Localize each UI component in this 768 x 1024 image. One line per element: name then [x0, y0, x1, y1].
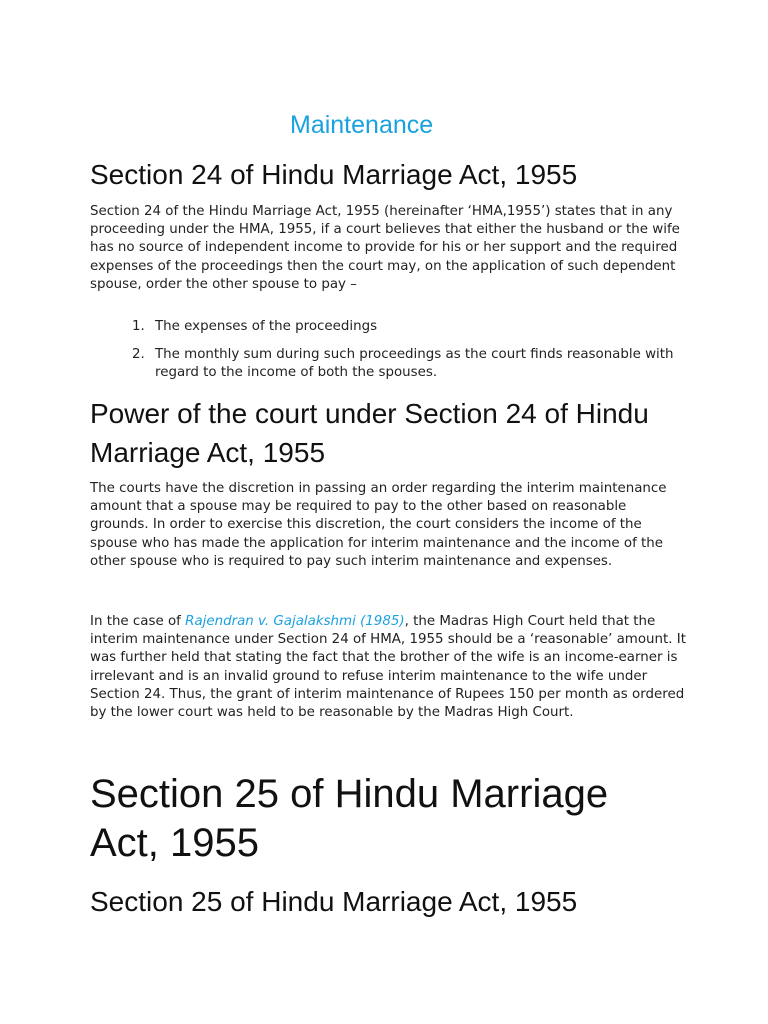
power-of-court-heading: Power of the court under Section 24 of Hindu Marriage Act, 1955	[90, 398, 649, 468]
list-item-text: The expenses of the proceedings	[155, 319, 378, 334]
case-paragraph	[90, 613, 688, 722]
list-item	[90, 346, 688, 382]
section-25-subheading: Section 25 of Hindu Marriage Act, 1955	[90, 886, 578, 917]
list-item-number: 1.	[132, 319, 145, 334]
section-24-intro: Section 24 of the Hindu Marriage Act, 1955 (hereinafter ‘HMA,1955’) states that in any proceeding under the HMA, 1955, if a court believes that either the husband or the wife has no source of independent income to provide for his or her support and the required expenses of the proceedings then the court may, on the application of such dependent spouse, order the other spouse to pay –	[90, 204, 680, 292]
section-24-heading: Section 24 of Hindu Marriage Act, 1955	[90, 159, 578, 190]
expenses-list	[90, 318, 688, 393]
case-paragraph-lead: In the case of	[90, 614, 186, 629]
page-title: Maintenance	[290, 111, 434, 139]
list-item-text: The monthly sum during such proceedings as the court finds reasonable with regard to the income of both the spouses.	[155, 347, 674, 381]
case-citation-link[interactable]: Rajendran v. Gajalakshmi (1985)	[185, 614, 405, 629]
list-item	[90, 318, 688, 336]
discretion-paragraph: The courts have the discretion in passing an order regarding the interim maintenance amount that a spouse may be required to pay to the other based on reasonable grounds. In order to exercise this discretion, the court considers the income of the spouse who has made the application for interim maintenance and the income of the other spouse who is required to pay such interim maintenance and expenses.	[90, 481, 667, 569]
list-item-number: 2.	[132, 347, 145, 363]
case-paragraph-body: , the Madras High Court held that the interim maintenance under Section 24 of HMA, 1955 should be a ‘reasonable’ amount. It was further held that stating the fact that the brother of the wife is an income-earner is irrelevant and is an invalid ground to refuse interim maintenance to the wife under Section 24. Thus, the grant of interim maintenance of Rupees 150 per month as ordered by the lower court was held to be reasonable by the Madras High Court.	[90, 614, 686, 721]
section-25-heading: Section 25 of Hindu Marriage Act, 1955	[90, 772, 609, 865]
